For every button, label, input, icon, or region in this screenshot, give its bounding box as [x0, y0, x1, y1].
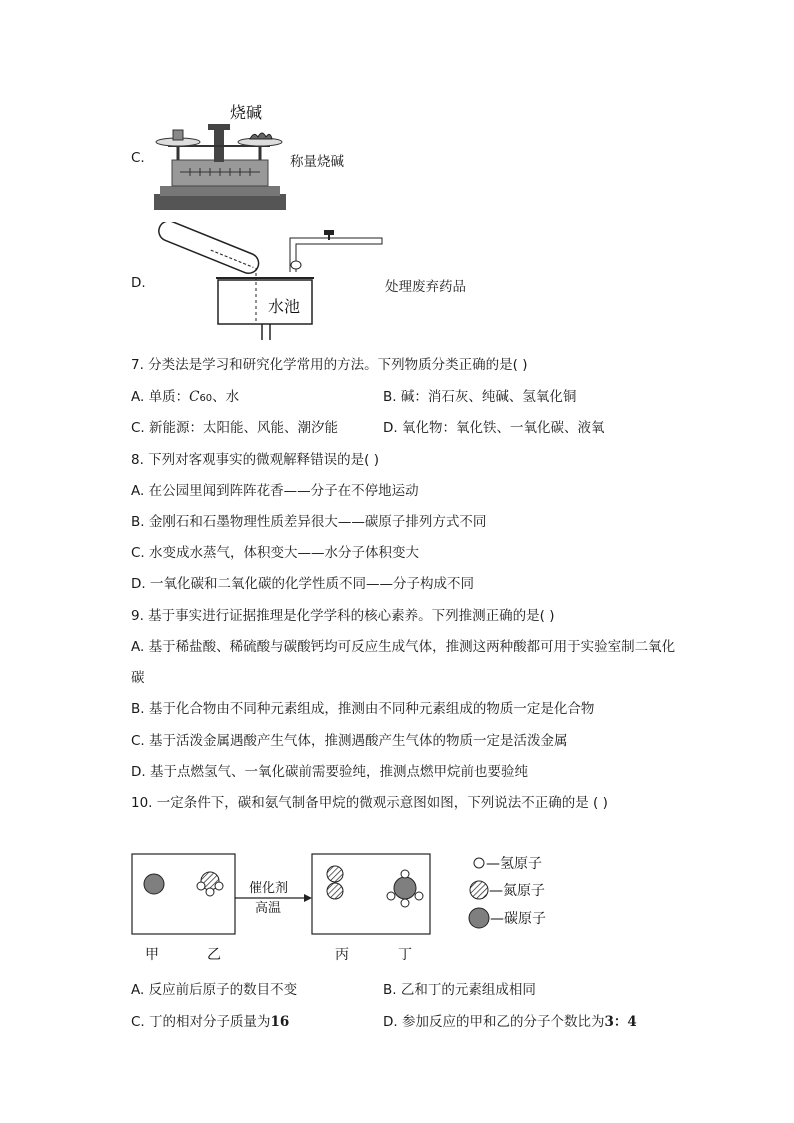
carbon-atom-jia — [144, 874, 164, 894]
arrow-label-bottom: 高温 — [255, 901, 282, 916]
option-c-letter: C. — [131, 150, 145, 166]
q8-option-b: B. 金刚石和石墨物理性质差异很大——碳原子排列方式不同 — [131, 514, 487, 530]
q9-option-c: C. 基于活泼金属遇酸产生气体，推测遇酸产生气体的物质一定是活泼金属 — [131, 733, 568, 749]
q7-stem: 7. 分类法是学习和研究化学常用的方法。下列物质分类正确的是( ) — [131, 357, 528, 373]
q9-option-a-line1: A. 基于稀盐酸、稀硫酸与碳酸钙均可反应生成气体，推测这两种酸都可用于实验室制二氧化 — [131, 639, 676, 655]
q7-option-a: A. 单质：C60、水 — [131, 389, 240, 405]
legend-nitrogen: —氮原子 — [489, 883, 545, 899]
option-d-letter: D. — [131, 275, 146, 291]
legend-hydrogen-icon — [474, 858, 484, 868]
reactant-box — [132, 854, 235, 934]
option-c-caption: 称量烧碱 — [290, 154, 344, 170]
sink-illustration — [150, 222, 390, 342]
q9-option-d: D. 基于点燃氢气、一氧化碳前需要验纯，推测点燃甲烷前也要验纯 — [131, 764, 528, 780]
q7-option-b: B. 碱：消石灰、纯碱、氢氧化铜 — [383, 389, 577, 405]
q8-option-d: D. 一氧化碳和二氧化碳的化学性质不同——分子构成不同 — [131, 576, 474, 592]
q7-option-d: D. 氧化物：氧化铁、一氧化碳、液氧 — [383, 420, 605, 436]
q10-option-c: C. 丁的相对分子质量为16 — [131, 1014, 290, 1030]
label-ding: 丁 — [398, 947, 412, 963]
balance-label: 烧碱 — [230, 103, 263, 122]
q10-stem: 10. 一定条件下，碳和氨气制备甲烷的微观示意图如图，下列说法不正确的是 ( ) — [131, 795, 608, 811]
sink-label: 水池 — [268, 297, 301, 316]
q10-option-a: A. 反应前后原子的数目不变 — [131, 982, 298, 998]
q9-option-b: B. 基于化合物由不同种元素组成，推测由不同种元素组成的物质一定是化合物 — [131, 701, 595, 717]
arrow-label-top: 催化剂 — [249, 881, 289, 896]
q9-stem: 9. 基于事实进行证据推理是化学学科的核心素养。下列推测正确的是( ) — [131, 608, 555, 624]
legend-carbon: —碳原子 — [490, 911, 546, 927]
q7-option-c: C. 新能源：太阳能、风能、潮汐能 — [131, 420, 339, 436]
legend-carbon-icon — [469, 908, 489, 928]
label-bing: 丙 — [335, 947, 349, 963]
q8-option-c: C. 水变成水蒸气，体积变大——水分子体积变大 — [131, 545, 420, 561]
legend-nitrogen-icon — [470, 881, 488, 899]
legend-hydrogen: —氢原子 — [486, 856, 542, 872]
q9-option-a-line2: 碳 — [131, 670, 145, 686]
label-jia: 甲 — [145, 947, 159, 963]
q8-stem: 8. 下列对客观事实的微观解释错误的是( ) — [131, 452, 379, 468]
reaction-diagram — [128, 845, 568, 967]
legend — [469, 856, 546, 928]
option-d-caption: 处理废弃药品 — [385, 279, 466, 295]
q10-option-d: D. 参加反应的甲和乙的分子个数比为3：4 — [383, 1014, 637, 1030]
balance-illustration — [150, 100, 290, 215]
label-yi: 乙 — [207, 947, 221, 963]
q8-option-a: A. 在公园里闻到阵阵花香——分子在不停地运动 — [131, 483, 419, 499]
q10-option-b: B. 乙和丁的元素组成相同 — [383, 982, 536, 998]
